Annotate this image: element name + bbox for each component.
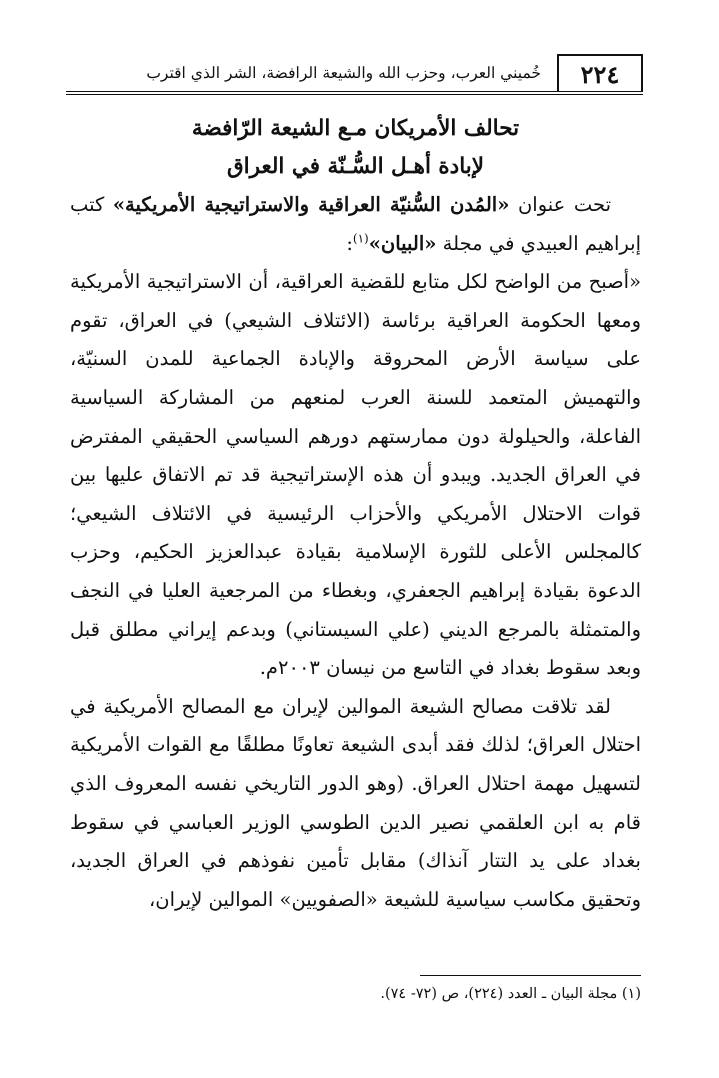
header-rule [66,91,643,95]
page-body [70,110,641,919]
footnote-reference[interactable]: (١) [352,231,369,246]
body-paragraph: لقد تلاقت مصالح الشيعة الموالين لإيران مع المصالح الأمريكية في احتلال العراق؛ لذلك فقد أبدى الشيعة تعاونًا مطلقًا مع القوات الأمريكية لتسهيل مهمة احتلال العراق. (وهو الدور التاريخي نفسه المعروف الذي قام به ابن العلقمي نصير الدين الطوسي الوزير العباسي في سقوط بغداد على يد التتار آنذاك) مقابل تأمين نفوذهم في العراق الجديد، وتحقيق مكاسب سياسية للشيعة «الصفويين» الموالين لإيران، [70,694,641,911]
footnote: (١) مجلة البيان ـ العدد (٢٢٤)، ص (٧٢- ٧٤). [380,986,641,1002]
section-title-line-2: لإبادة أهـل السُّـنّة في العراق [226,154,485,179]
article-title: «المُدن السُّنيّة العراقية والاستراتيجية الأمريكية» [112,193,510,216]
magazine-name: «البيان» [368,231,437,255]
quote-paragraph: «أصبح من الواضح لكل متابع للقضية العراقية، أن الاستراتيجية الأمريكية ومعها الحكومة العراقية برئاسة (الائتلاف الشيعي) في العراق، تقوم على سياسة الأرض المحروقة والإبادة الجماعية للمدن السنيّة، والتهميش المتعمد للسنة العرب لمنعهم من المشاركة السياسية الفاعلة، والحيلولة دون ممارستهم دورهم السياسي الحقيقي المفترض في العراق الجديد. ويبدو أن هذه الإستراتيجية قد تم الاتفاق عليها بين قوات الاحتلال الأمريكي والأحزاب الرئيسية في الائتلاف الشيعي؛ كالمجلس الأعلى للثورة الإسلامية بقيادة عبدالعزيز الحكيم، وحزب الدعوة بقيادة إبراهيم الجعفري، وبغطاء من المرجعية العليا في النجف والمتمثلة بالمرجع الديني (علي السيستاني) وبدعم إيراني مطلق قبل وبعد سقوط بغداد في التاسع من نيسان ٢٠٠٣م. [70,270,641,680]
footnote-separator [420,975,641,976]
intro-paragraph [70,186,641,263]
running-title: خُميني العرب، وحزب الله والشيعة الرافضة، الشر الذي اقترب [146,64,541,82]
page-header [66,54,643,98]
section-title-line-1: تحالف الأمريكان مـع الشيعة الرّافضة [191,116,520,141]
page-number: ٢٢٤ [557,54,643,92]
intro-text-3: : [346,231,353,255]
intro-text-2: كتب إبراهيم العبيدي في مجلة [70,193,641,255]
intro-text-1: تحت عنوان [509,193,611,216]
